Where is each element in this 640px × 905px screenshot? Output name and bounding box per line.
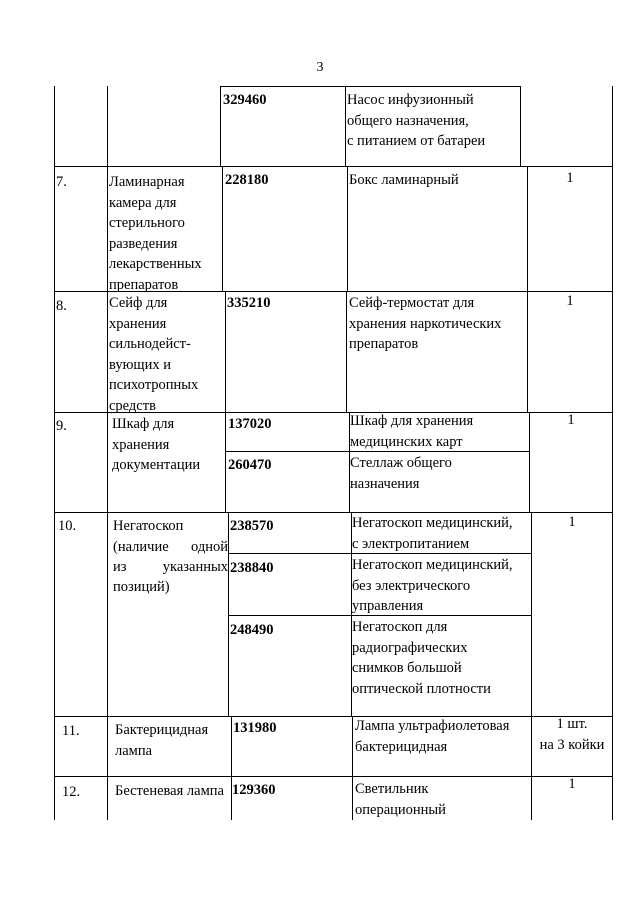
description-cell: Шкаф для хранения медицинских карт (350, 413, 474, 450)
name-cell: Бактерицидная лампа (115, 722, 209, 759)
code-cell: 329460 (223, 92, 267, 108)
code-cell: 137020 (228, 416, 272, 432)
row-number: 10. (58, 518, 77, 534)
quantity-cell: 1 (568, 514, 576, 530)
code-cell: 228180 (225, 172, 269, 188)
code-cell: 238570 (230, 518, 274, 534)
name-cell: Сейф для хранения сильнодейст- вующих и психотропных средств (109, 295, 199, 414)
code-cell: 248490 (230, 622, 274, 638)
row-number: 8. (56, 298, 67, 314)
quantity-cell: 1 (568, 776, 576, 792)
description-cell: Светильник операционный (355, 781, 446, 818)
row-number: 7. (56, 174, 67, 190)
name-cell: Шкаф для хранения документации (112, 416, 201, 474)
name-cell: Бестеневая лампа (115, 783, 224, 799)
description-cell: Бокс ламинарный (349, 172, 459, 188)
description-cell: Негатоскоп медицинский, без электрического управления (352, 557, 513, 615)
row-number: 11. (62, 723, 80, 739)
quantity-cell: 1 (566, 293, 574, 309)
page-number: 3 (316, 60, 324, 75)
quantity-cell: 1 (567, 412, 575, 428)
name-cell: из указанных (113, 559, 228, 575)
description-cell: Сейф-термостат для хранения наркотических препаратов (349, 295, 502, 353)
row-number: 12. (62, 784, 81, 800)
quantity-cell: 1 шт. на 3 койки (539, 716, 605, 753)
name-cell: Ламинарная камера для стерильного разведения лекарственных препаратов (109, 174, 202, 293)
code-cell: 131980 (233, 720, 277, 736)
description-cell: Лампа ультрафиолетовая бактерицидная (355, 718, 510, 755)
code-cell: 238840 (230, 560, 274, 576)
quantity-cell: 1 (566, 170, 574, 186)
description-cell: Негатоскоп для радиографических снимков большой оптической плотности (352, 619, 491, 697)
code-cell: 260470 (228, 457, 272, 473)
name-cell: Негатоскоп (113, 518, 184, 534)
code-cell: 129360 (232, 782, 276, 798)
description-cell: Насос инфузионный общего назначения, с питанием от батареи (347, 92, 486, 150)
name-cell: позиций) (113, 579, 170, 595)
code-cell: 335210 (227, 295, 271, 311)
row-number: 9. (56, 418, 67, 434)
description-cell: Негатоскоп медицинский, с электропитанием (352, 515, 513, 552)
description-cell: Стеллаж общего назначения (350, 455, 452, 492)
name-cell: (наличие одной (113, 539, 228, 555)
